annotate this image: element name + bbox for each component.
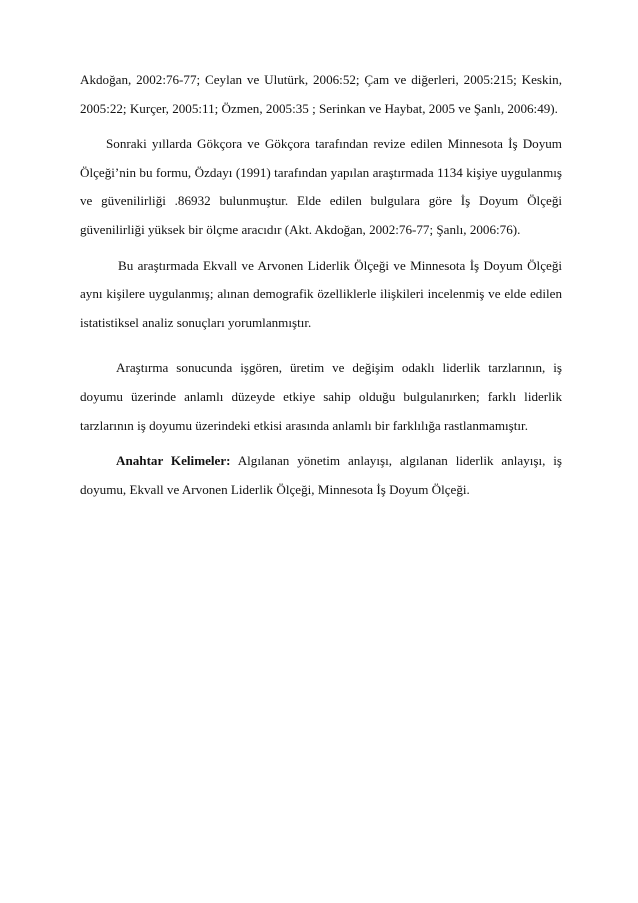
scale-reliability-paragraph: Sonraki yıllarda Gökçora ve Gökçora tarafından revize edilen Minnesota İş Doyum Ölçeği’nin bu formu, Özdayı (1991) tarafından yapılan araştırmada 1134 kişiye uygulanmış ve güvenilirliği .86932 bulunmuştur. Elde edilen bulgulara göre İş Doyum Ölçeği güvenilirliği yüksek bir ölçme aracıdır (Akt. Akdoğan, 2002:76-77; Şanlı, 2006:76). bbox=[80, 136, 562, 237]
keywords-paragraph bbox=[80, 447, 562, 504]
keywords-text: Algılanan yönetim anlayışı, algılanan liderlik anlayışı, iş doyumu, Ekvall ve Arvonen Liderlik Ölçeği, Minnesota İş Doyum Ölçeği. bbox=[80, 453, 563, 497]
keywords-label: Anahtar Kelimeler: bbox=[116, 453, 231, 469]
research-results-paragraph: Araştırma sonucunda işgören, üretim ve değişim odaklı liderlik tarzlarının, iş doyumu üzerinde anlamlı düzeyde etkiye sahip olduğu bulgulanırken; farklı liderlik tarzlarının iş doyumu üzerindeki etkisi arasında anlamlı bir farklılığa rastlanmamıştır. bbox=[80, 360, 562, 433]
research-method-paragraph: Bu araştırmada Ekvall ve Arvonen Liderlik Ölçeği ve Minnesota İş Doyum Ölçeği aynı kişilere uygulanmış; alınan demografik özelliklerle ilişkileri incelenmiş ve elde edilen istatistiksel analiz sonuçları yorumlanmıştır. bbox=[80, 257, 562, 330]
page-content bbox=[80, 66, 562, 504]
citation-continuation-paragraph: Akdoğan, 2002:76-77; Ceylan ve Ulutürk, 2006:52; Çam ve diğerleri, 2005:215; Keskin, 2005:22; Kurçer, 2005:11; Özmen, 2005:35 ; Serinkan ve Haybat, 2005 ve Şanlı, 2006:49). bbox=[80, 72, 562, 116]
